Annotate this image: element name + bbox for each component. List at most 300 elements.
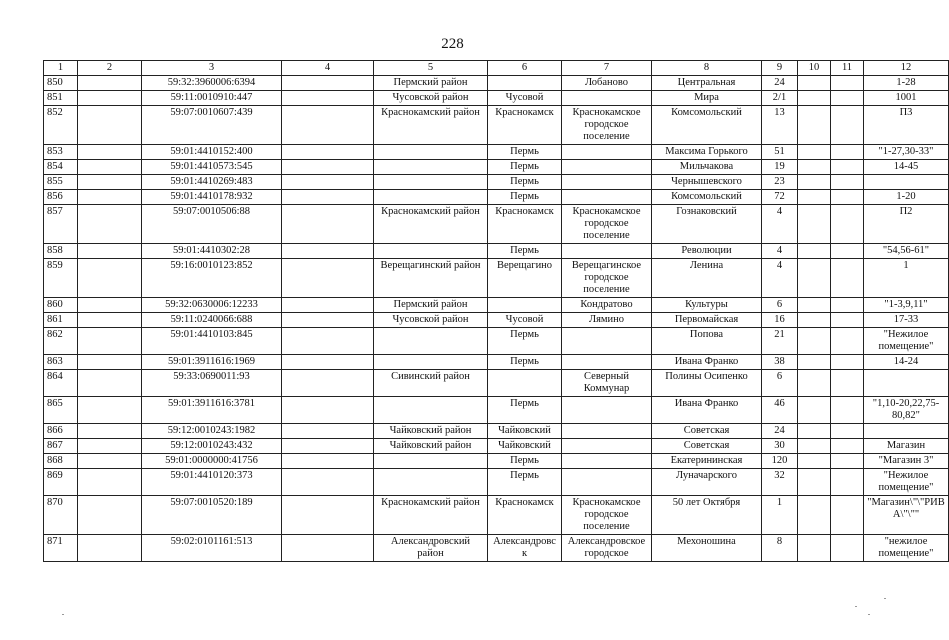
table-cell bbox=[798, 370, 831, 397]
table-cell bbox=[282, 439, 374, 454]
table-row bbox=[44, 106, 949, 145]
column-header: 2 bbox=[78, 61, 142, 76]
table-cell bbox=[831, 91, 864, 106]
table-cell bbox=[831, 259, 864, 298]
table-cell: 860 bbox=[44, 298, 78, 313]
table-cell bbox=[831, 160, 864, 175]
table-cell bbox=[78, 469, 142, 496]
table-cell: 59:01:3911616:3781 bbox=[142, 397, 282, 424]
table-cell bbox=[798, 91, 831, 106]
table-cell bbox=[78, 370, 142, 397]
table-cell bbox=[282, 355, 374, 370]
table-cell: 1-28 bbox=[864, 76, 949, 91]
table-cell: Пермь bbox=[488, 145, 562, 160]
table-cell bbox=[798, 244, 831, 259]
table-cell: Центральная bbox=[652, 76, 762, 91]
table-cell: 1 bbox=[762, 496, 798, 535]
table-cell: 14-45 bbox=[864, 160, 949, 175]
table-cell: 857 bbox=[44, 205, 78, 244]
table-cell: Сивинский район bbox=[374, 370, 488, 397]
table-cell: 859 bbox=[44, 259, 78, 298]
table-cell bbox=[831, 298, 864, 313]
table-cell: 6 bbox=[762, 370, 798, 397]
table-cell: Ивана Франко bbox=[652, 397, 762, 424]
table-cell: Чернышевского bbox=[652, 175, 762, 190]
table-cell bbox=[798, 160, 831, 175]
table-cell bbox=[562, 439, 652, 454]
table-cell bbox=[798, 328, 831, 355]
table-cell bbox=[798, 106, 831, 145]
table-cell: 59:11:0010910:447 bbox=[142, 91, 282, 106]
table-cell: Верещагинский район bbox=[374, 259, 488, 298]
table-cell: Краснокамское городское поселение bbox=[562, 496, 652, 535]
table-cell: "Магазин\"\"РИВА\"\"" bbox=[864, 496, 949, 535]
table-cell: 120 bbox=[762, 454, 798, 469]
table-cell bbox=[282, 175, 374, 190]
table-cell: "54,56-61" bbox=[864, 244, 949, 259]
table-cell: 2/1 bbox=[762, 91, 798, 106]
table-cell: Мира bbox=[652, 91, 762, 106]
table-cell bbox=[78, 145, 142, 160]
table-cell: П2 bbox=[864, 205, 949, 244]
table-cell: Чусовой bbox=[488, 313, 562, 328]
column-header: 8 bbox=[652, 61, 762, 76]
table-cell: 865 bbox=[44, 397, 78, 424]
table-cell bbox=[831, 175, 864, 190]
table-cell: Мехоношина bbox=[652, 535, 762, 562]
table-cell bbox=[282, 496, 374, 535]
table-cell bbox=[374, 328, 488, 355]
table-cell: Пермь bbox=[488, 190, 562, 205]
table-cell: Чусовской район bbox=[374, 313, 488, 328]
table-cell bbox=[282, 160, 374, 175]
table-cell: Гознаковский bbox=[652, 205, 762, 244]
table-cell bbox=[78, 355, 142, 370]
table-cell bbox=[78, 106, 142, 145]
table-cell: 59:07:0010520:189 bbox=[142, 496, 282, 535]
table-cell bbox=[562, 160, 652, 175]
table-row bbox=[44, 205, 949, 244]
column-header: 12 bbox=[864, 61, 949, 76]
table-cell: 59:07:0010607:439 bbox=[142, 106, 282, 145]
table-cell bbox=[488, 370, 562, 397]
table-cell bbox=[488, 298, 562, 313]
table-cell: 870 bbox=[44, 496, 78, 535]
table-cell: 51 bbox=[762, 145, 798, 160]
table-cell: Первомайская bbox=[652, 313, 762, 328]
table-cell bbox=[282, 91, 374, 106]
table-row bbox=[44, 175, 949, 190]
table-cell bbox=[374, 160, 488, 175]
table-cell: 17-33 bbox=[864, 313, 949, 328]
scan-speck bbox=[868, 614, 870, 615]
table-cell: Лобаново bbox=[562, 76, 652, 91]
table-cell: Чусовской район bbox=[374, 91, 488, 106]
table-cell bbox=[798, 76, 831, 91]
table-cell bbox=[562, 328, 652, 355]
table-cell: 4 bbox=[762, 244, 798, 259]
table-cell bbox=[282, 106, 374, 145]
table-cell bbox=[798, 175, 831, 190]
scan-speck bbox=[884, 598, 886, 599]
table-cell: Мильчакова bbox=[652, 160, 762, 175]
column-header: 10 bbox=[798, 61, 831, 76]
table-cell: 59:01:0000000:41756 bbox=[142, 454, 282, 469]
column-header: 6 bbox=[488, 61, 562, 76]
table-cell bbox=[282, 244, 374, 259]
table-cell bbox=[562, 469, 652, 496]
table-cell bbox=[282, 469, 374, 496]
table-cell bbox=[282, 313, 374, 328]
table-cell bbox=[831, 370, 864, 397]
table-cell: "Нежилое помещение" bbox=[864, 328, 949, 355]
table-cell bbox=[562, 175, 652, 190]
table-cell bbox=[282, 76, 374, 91]
table-row bbox=[44, 298, 949, 313]
table-cell bbox=[78, 175, 142, 190]
table-cell bbox=[78, 439, 142, 454]
table-row bbox=[44, 496, 949, 535]
table-cell bbox=[864, 370, 949, 397]
scan-speck bbox=[62, 614, 64, 615]
table-row bbox=[44, 397, 949, 424]
table-cell bbox=[831, 355, 864, 370]
table-cell: 851 bbox=[44, 91, 78, 106]
table-cell bbox=[831, 469, 864, 496]
table-cell bbox=[282, 397, 374, 424]
table-cell bbox=[864, 424, 949, 439]
table-cell: Краснокамское городское поселение bbox=[562, 205, 652, 244]
table-cell: 59:01:4410573:545 bbox=[142, 160, 282, 175]
table-cell bbox=[282, 298, 374, 313]
table-cell bbox=[831, 496, 864, 535]
table-row bbox=[44, 160, 949, 175]
scan-speck bbox=[855, 606, 857, 607]
table-cell: Советская bbox=[652, 424, 762, 439]
table-cell: Александровский район bbox=[374, 535, 488, 562]
table-cell: Пермь bbox=[488, 160, 562, 175]
table-row bbox=[44, 313, 949, 328]
table-cell: "1,10-20,22,75-80,82" bbox=[864, 397, 949, 424]
table-cell: Полины Осипенко bbox=[652, 370, 762, 397]
table-cell: Чайковский район bbox=[374, 424, 488, 439]
table-cell bbox=[282, 535, 374, 562]
column-header: 3 bbox=[142, 61, 282, 76]
table-row bbox=[44, 439, 949, 454]
header-row bbox=[44, 61, 949, 76]
table-cell bbox=[831, 454, 864, 469]
table-cell bbox=[831, 439, 864, 454]
table-cell bbox=[831, 244, 864, 259]
table-cell bbox=[864, 175, 949, 190]
table-cell: Комсомольский bbox=[652, 190, 762, 205]
table-cell: "1-27,30-33" bbox=[864, 145, 949, 160]
table-cell bbox=[798, 298, 831, 313]
table-cell: 24 bbox=[762, 76, 798, 91]
table-cell: 13 bbox=[762, 106, 798, 145]
table-cell bbox=[78, 205, 142, 244]
table-cell: 1 bbox=[864, 259, 949, 298]
table-cell: Пермь bbox=[488, 244, 562, 259]
table-cell: Александровск bbox=[488, 535, 562, 562]
table-cell: П3 bbox=[864, 106, 949, 145]
table-cell bbox=[798, 313, 831, 328]
table-cell bbox=[798, 355, 831, 370]
table-row bbox=[44, 535, 949, 562]
table-cell: Краснокамск bbox=[488, 106, 562, 145]
table-cell: 864 bbox=[44, 370, 78, 397]
table-cell bbox=[562, 397, 652, 424]
table-row bbox=[44, 454, 949, 469]
table-cell: Культуры bbox=[652, 298, 762, 313]
table-cell bbox=[78, 496, 142, 535]
table-cell: 38 bbox=[762, 355, 798, 370]
table-cell: Краснокамское городское поселение bbox=[562, 106, 652, 145]
table-cell: 854 bbox=[44, 160, 78, 175]
table-cell bbox=[282, 145, 374, 160]
table-cell: 59:11:0240066:688 bbox=[142, 313, 282, 328]
table-cell bbox=[798, 424, 831, 439]
table-cell: Верещагинское городское поселение bbox=[562, 259, 652, 298]
table-cell: Краснокамск bbox=[488, 496, 562, 535]
table-cell bbox=[562, 145, 652, 160]
table-cell: Верещагино bbox=[488, 259, 562, 298]
table-cell bbox=[374, 145, 488, 160]
table-cell: 59:01:4410120:373 bbox=[142, 469, 282, 496]
table-cell: Пермь bbox=[488, 469, 562, 496]
page-number: 228 bbox=[441, 36, 464, 52]
table-cell: 24 bbox=[762, 424, 798, 439]
table-cell: Пермь bbox=[488, 355, 562, 370]
table-row bbox=[44, 76, 949, 91]
table-cell: 866 bbox=[44, 424, 78, 439]
table-cell: Пермь bbox=[488, 454, 562, 469]
table-cell: 72 bbox=[762, 190, 798, 205]
table-cell bbox=[798, 439, 831, 454]
table-cell: 4 bbox=[762, 259, 798, 298]
table-cell: "1-3,9,11" bbox=[864, 298, 949, 313]
table-cell bbox=[488, 76, 562, 91]
table-cell: 46 bbox=[762, 397, 798, 424]
table-cell: Александровское городское bbox=[562, 535, 652, 562]
table-header bbox=[44, 61, 949, 76]
table-cell: 59:01:4410152:400 bbox=[142, 145, 282, 160]
table-cell: 59:01:4410178:932 bbox=[142, 190, 282, 205]
table-cell: 59:01:4410302:28 bbox=[142, 244, 282, 259]
table-cell: Советская bbox=[652, 439, 762, 454]
table-cell: 59:16:0010123:852 bbox=[142, 259, 282, 298]
table-cell bbox=[282, 190, 374, 205]
table-cell: Максима Горького bbox=[652, 145, 762, 160]
table-cell: Пермь bbox=[488, 175, 562, 190]
table-cell: 21 bbox=[762, 328, 798, 355]
table-cell bbox=[831, 205, 864, 244]
table-cell: Комсомольский bbox=[652, 106, 762, 145]
table-cell: Ивана Франко bbox=[652, 355, 762, 370]
table-row bbox=[44, 370, 949, 397]
table-cell bbox=[282, 328, 374, 355]
table-cell: 6 bbox=[762, 298, 798, 313]
table-row bbox=[44, 355, 949, 370]
table-cell bbox=[282, 424, 374, 439]
table-cell: 59:01:3911616:1969 bbox=[142, 355, 282, 370]
table-cell: 23 bbox=[762, 175, 798, 190]
table-cell: 861 bbox=[44, 313, 78, 328]
table-cell: 16 bbox=[762, 313, 798, 328]
table-cell: Пермь bbox=[488, 328, 562, 355]
table-cell: 862 bbox=[44, 328, 78, 355]
table-cell: 858 bbox=[44, 244, 78, 259]
table-row bbox=[44, 328, 949, 355]
table-cell: Попова bbox=[652, 328, 762, 355]
table-cell: 853 bbox=[44, 145, 78, 160]
table-row bbox=[44, 145, 949, 160]
table-cell bbox=[282, 205, 374, 244]
table-cell bbox=[78, 91, 142, 106]
table-cell bbox=[374, 190, 488, 205]
table-cell: 850 bbox=[44, 76, 78, 91]
table-cell: 868 bbox=[44, 454, 78, 469]
table-cell: 30 bbox=[762, 439, 798, 454]
table-cell: Краснокамский район bbox=[374, 205, 488, 244]
table-cell: 32 bbox=[762, 469, 798, 496]
table-cell bbox=[78, 328, 142, 355]
table-row bbox=[44, 259, 949, 298]
table-cell: 59:12:0010243:1982 bbox=[142, 424, 282, 439]
table-cell bbox=[798, 496, 831, 535]
table-cell: Пермский район bbox=[374, 76, 488, 91]
table-cell: "Нежилое помещение" bbox=[864, 469, 949, 496]
table-cell bbox=[562, 91, 652, 106]
table-cell bbox=[831, 313, 864, 328]
table-cell bbox=[78, 535, 142, 562]
table-body bbox=[44, 76, 949, 562]
table-cell: Чайковский район bbox=[374, 439, 488, 454]
table-cell bbox=[78, 298, 142, 313]
table-cell bbox=[798, 205, 831, 244]
table-cell bbox=[374, 244, 488, 259]
table-cell: "нежилое помещение" bbox=[864, 535, 949, 562]
table-cell: 4 bbox=[762, 205, 798, 244]
table-cell: 14-24 bbox=[864, 355, 949, 370]
table-cell bbox=[562, 454, 652, 469]
table-cell bbox=[282, 370, 374, 397]
table-row bbox=[44, 190, 949, 205]
table-cell bbox=[78, 244, 142, 259]
table-cell: Пермь bbox=[488, 397, 562, 424]
table-cell bbox=[798, 469, 831, 496]
table-cell bbox=[78, 313, 142, 328]
table-cell: 50 лет Октября bbox=[652, 496, 762, 535]
table-cell: 871 bbox=[44, 535, 78, 562]
table-cell: Чайковский bbox=[488, 424, 562, 439]
table-cell: Чайковский bbox=[488, 439, 562, 454]
table-cell bbox=[831, 145, 864, 160]
table-cell: 59:01:4410269:483 bbox=[142, 175, 282, 190]
table-cell bbox=[831, 106, 864, 145]
table-cell: 59:07:0010506:88 bbox=[142, 205, 282, 244]
table-cell bbox=[282, 259, 374, 298]
table-cell bbox=[78, 160, 142, 175]
table-cell: 59:33:0690011:93 bbox=[142, 370, 282, 397]
column-header: 9 bbox=[762, 61, 798, 76]
table-cell bbox=[562, 244, 652, 259]
table-cell: Северный Коммунар bbox=[562, 370, 652, 397]
table-cell: 59:32:0630006:12233 bbox=[142, 298, 282, 313]
table-cell: "Магазин 3" bbox=[864, 454, 949, 469]
table-cell bbox=[831, 424, 864, 439]
table-cell bbox=[831, 328, 864, 355]
table-cell bbox=[78, 259, 142, 298]
table-cell bbox=[798, 259, 831, 298]
table-cell bbox=[78, 454, 142, 469]
table-cell: Революции bbox=[652, 244, 762, 259]
table-cell bbox=[374, 175, 488, 190]
table-cell bbox=[78, 190, 142, 205]
table-cell: Чусовой bbox=[488, 91, 562, 106]
table-cell: 869 bbox=[44, 469, 78, 496]
table-row bbox=[44, 424, 949, 439]
table-cell: Краснокамский район bbox=[374, 496, 488, 535]
column-header: 7 bbox=[562, 61, 652, 76]
table-cell bbox=[78, 424, 142, 439]
table-cell bbox=[798, 190, 831, 205]
table-cell: Екатерининская bbox=[652, 454, 762, 469]
table-cell bbox=[282, 454, 374, 469]
table-cell: 19 bbox=[762, 160, 798, 175]
table-cell: 59:32:3960006:6394 bbox=[142, 76, 282, 91]
table-cell: Лямино bbox=[562, 313, 652, 328]
table-cell bbox=[798, 397, 831, 424]
table-cell bbox=[374, 454, 488, 469]
column-header: 11 bbox=[831, 61, 864, 76]
table-cell bbox=[374, 397, 488, 424]
table-cell: 856 bbox=[44, 190, 78, 205]
table-row bbox=[44, 469, 949, 496]
table-cell: 59:01:4410103:845 bbox=[142, 328, 282, 355]
table-cell: Луначарского bbox=[652, 469, 762, 496]
table-cell: 863 bbox=[44, 355, 78, 370]
register-table bbox=[43, 60, 949, 562]
table-cell: 867 bbox=[44, 439, 78, 454]
table-cell: 1-20 bbox=[864, 190, 949, 205]
table-cell bbox=[798, 145, 831, 160]
table-cell bbox=[831, 76, 864, 91]
table-cell bbox=[78, 397, 142, 424]
table-cell bbox=[374, 355, 488, 370]
table-cell bbox=[831, 535, 864, 562]
table-cell: Магазин bbox=[864, 439, 949, 454]
table-cell: Пермский район bbox=[374, 298, 488, 313]
table-cell bbox=[831, 190, 864, 205]
table-cell bbox=[78, 76, 142, 91]
table-cell bbox=[562, 190, 652, 205]
table-cell bbox=[831, 397, 864, 424]
column-header: 4 bbox=[282, 61, 374, 76]
table-cell: Краснокамск bbox=[488, 205, 562, 244]
table-cell: 59:02:0101161:513 bbox=[142, 535, 282, 562]
table-cell: 852 bbox=[44, 106, 78, 145]
table-cell bbox=[562, 424, 652, 439]
table-cell bbox=[374, 469, 488, 496]
column-header: 5 bbox=[374, 61, 488, 76]
table-cell bbox=[798, 535, 831, 562]
table-row bbox=[44, 244, 949, 259]
table-cell: Кондратово bbox=[562, 298, 652, 313]
table-cell bbox=[562, 355, 652, 370]
table-cell: 59:12:0010243:432 bbox=[142, 439, 282, 454]
table-cell: Краснокамский район bbox=[374, 106, 488, 145]
